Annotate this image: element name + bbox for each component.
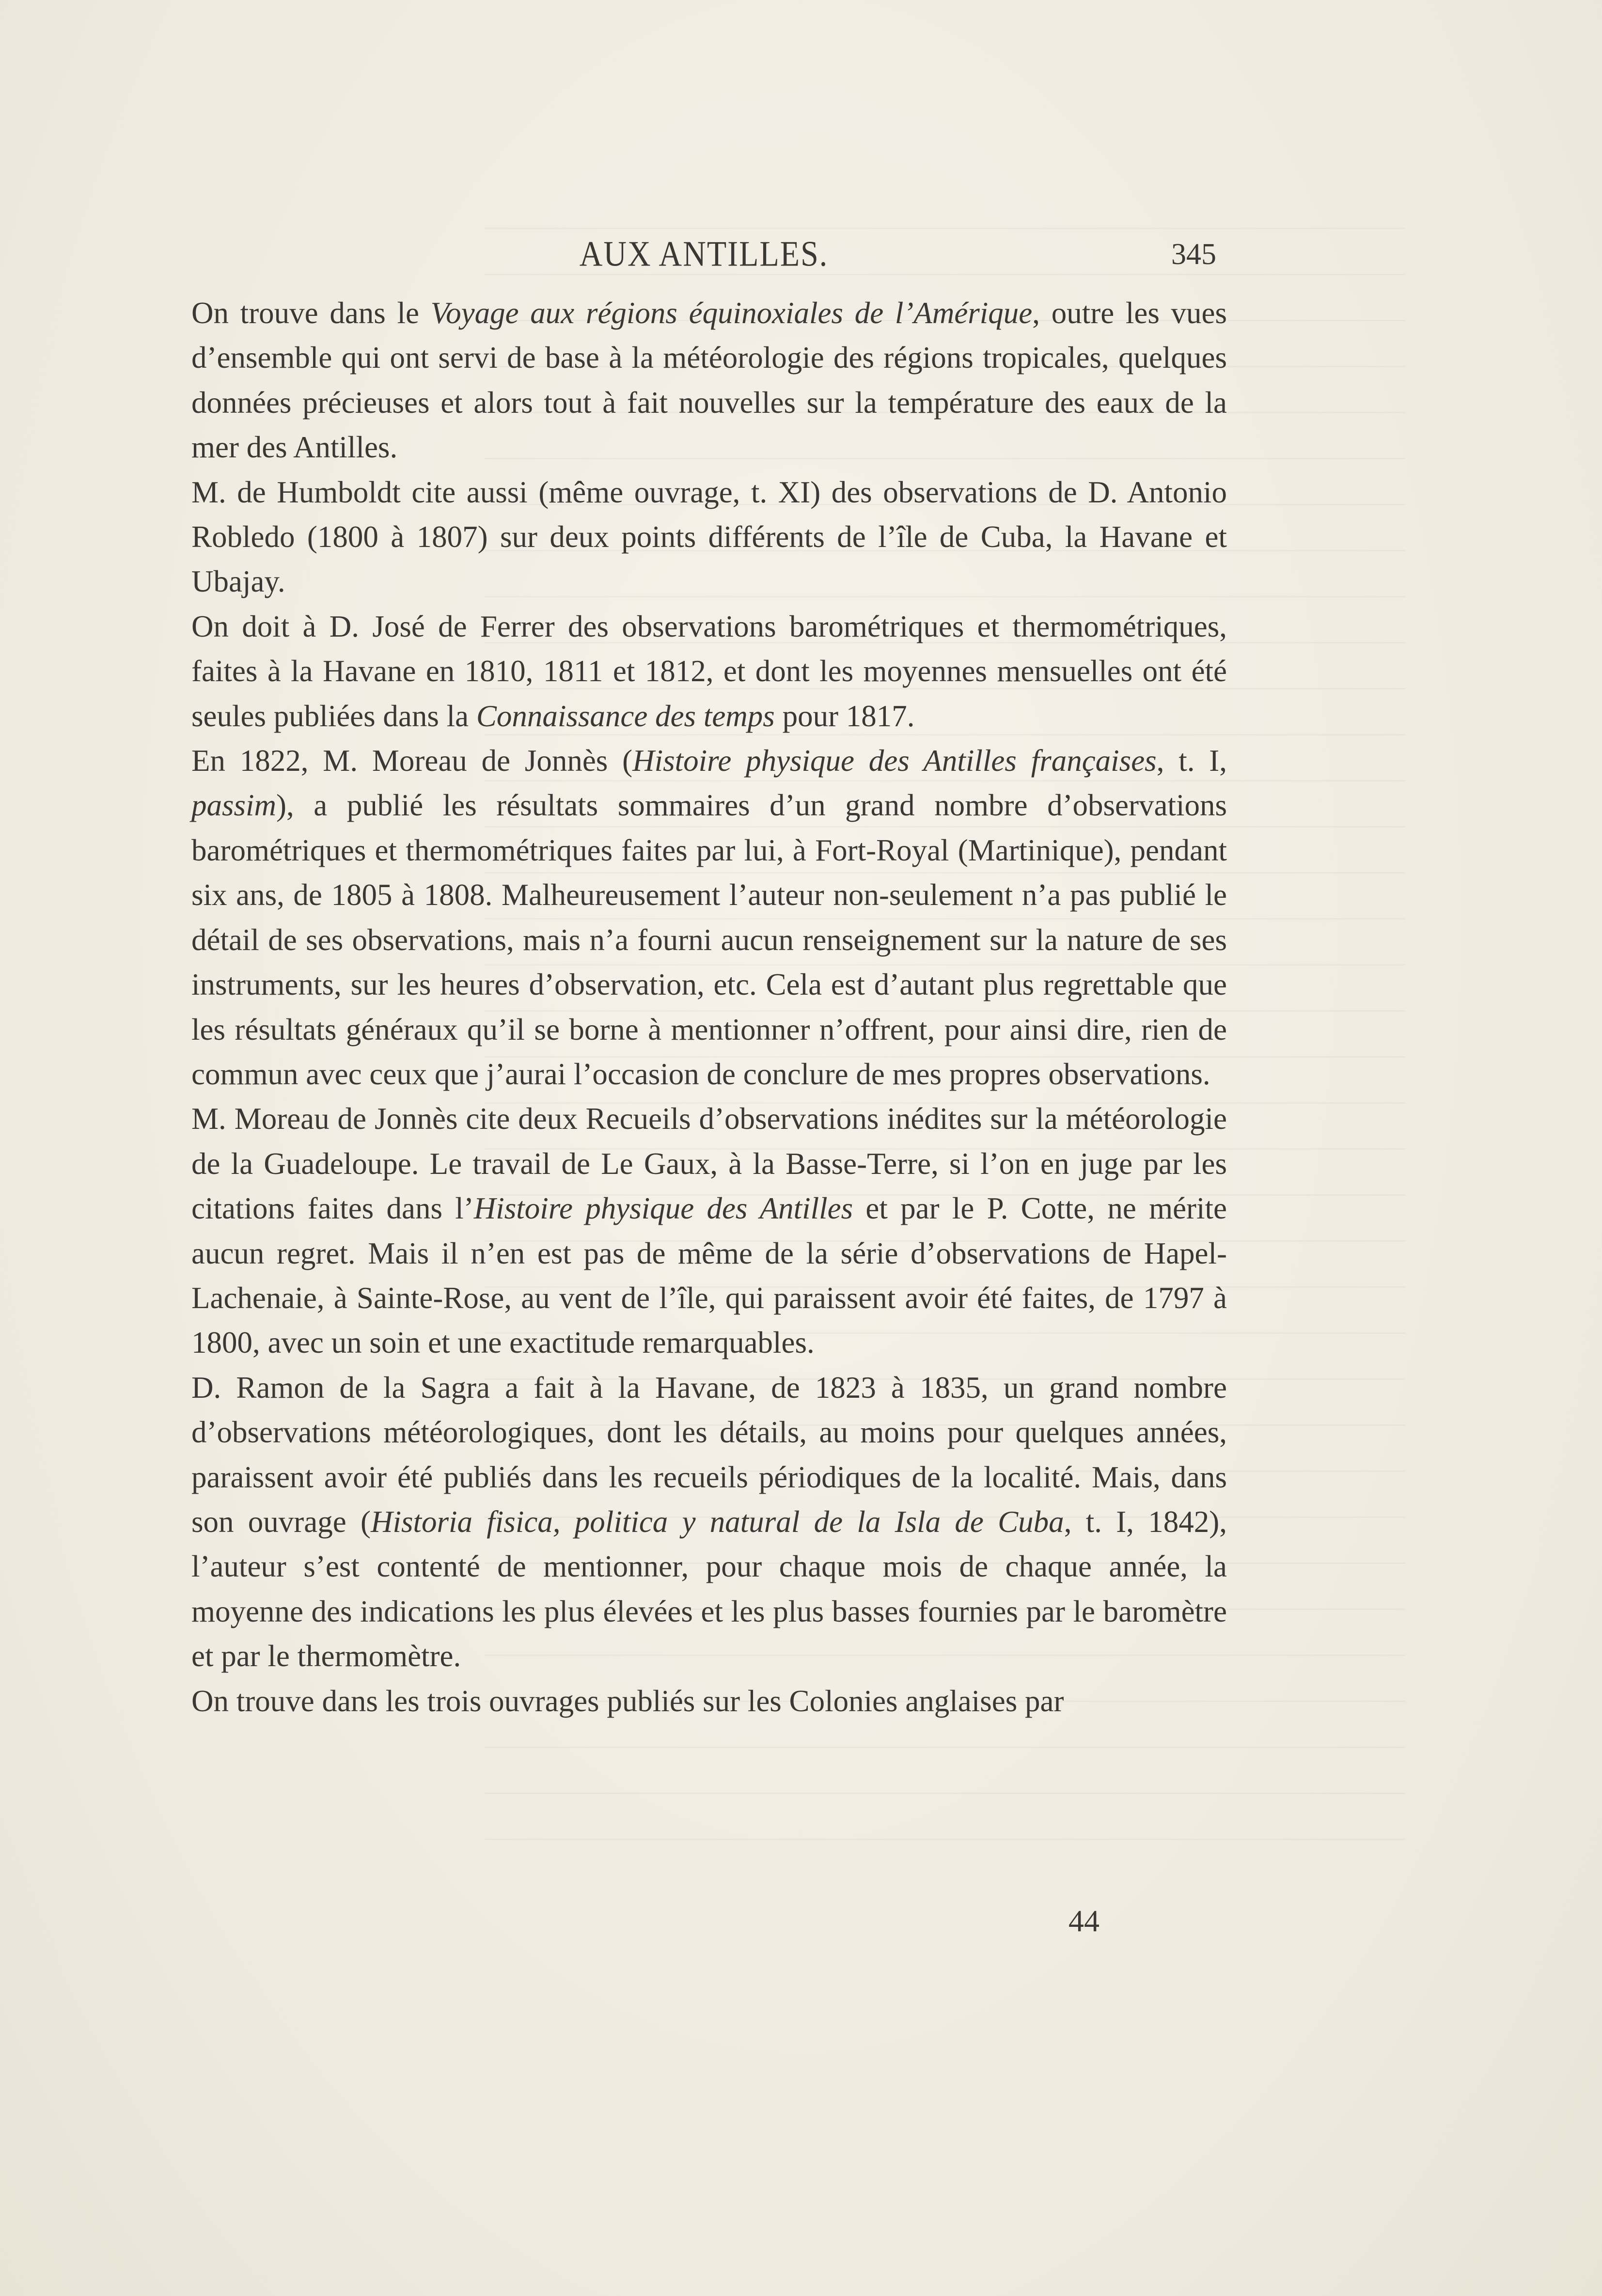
running-title: AUX ANTILLES. xyxy=(579,234,829,274)
paragraph-text: M. Moreau de Jonnès cite deux Recueils d’observations inédites sur la météorologie de la Guadeloupe. Le travail de Le Gaux, à la Basse-Terre, si l’on en juge par les citations faites dans l’ xyxy=(191,1102,1227,1226)
paragraph-text: , t. I, xyxy=(1156,744,1227,778)
page-number: 345 xyxy=(1171,238,1216,271)
paragraph-text: pour 1817. xyxy=(774,699,915,733)
paragraph-text: M. de Humboldt cite aussi (même ouvrage, t. XI) des observations de D. Antonio Robledo (1800 à 1807) sur deux points différents de l’île de Cuba, la Havane et Ubajay. xyxy=(191,475,1227,599)
paragraph xyxy=(191,1365,1227,1679)
italic-title-text: passim xyxy=(191,788,277,823)
paragraph xyxy=(191,470,1227,604)
italic-title-text: Historia fisica, politica y natural de la Isla de Cuba xyxy=(370,1504,1064,1539)
italic-title-text: Voyage aux régions équinoxiales de l’Amérique xyxy=(430,296,1033,330)
paragraph-text: ), a publié les résultats sommaires d’un grand nombre d’observations barométriques et thermométriques faites par lui, à Fort-Royal (Martinique), pendant six ans, de 1805 à 1808. Malheureusement l’auteur non-seulement n’a pas publié le détail de ses observations, mais n’a fourni aucun renseignement sur la nature de ses instruments, sur les heures d’observation, etc. Cela est d’autant plus regrettable que les résultats généraux qu’il se borne à mentionner n’offrent, pour ainsi dire, rien de commun avec ceux que j’aurai l’occasion de conclure de mes propres observations. xyxy=(191,788,1227,1091)
paragraph-text: On trouve dans le xyxy=(191,296,431,330)
paragraph-text: En 1822, M. Moreau de Jonnès ( xyxy=(191,744,633,778)
paragraph xyxy=(191,738,1227,1096)
paragraph xyxy=(191,1679,1227,1723)
paragraph xyxy=(191,1096,1227,1365)
paragraph-text: , outre les vues d’ensemble qui ont servi de base à la météorologie des régions tropicales, quelques données précieuses et alors tout à fait nouvelles sur la température des eaux de la mer des Antilles. xyxy=(191,296,1227,465)
italic-title-text: Connaissance des temps xyxy=(476,699,775,733)
paragraph-text: D. Ramon de la Sagra a fait à la Havane, de 1823 à 1835, un grand nombre d’observations météorologiques, dont les détails, au moins pour quelques années, paraissent avoir été publiés dans les recueils périodiques de la localité. Mais, dans son ouvrage ( xyxy=(191,1370,1227,1539)
paragraph-text: et par le P. Cotte, ne mérite aucun regret. Mais il n’en est pas de même de la série d’observations de Hapel-Lachenaie, à Sainte-Rose, au vent de l’île, qui paraissent avoir été faites, de 1797 à 1800, avec un soin et une exactitude remarquables. xyxy=(191,1191,1227,1360)
italic-title-text: Histoire physique des Antilles xyxy=(473,1191,853,1226)
paragraph-text: On doit à D. José de Ferrer des observations barométriques et thermométriques, faites à la Havane en 1810, 1811 et 1812, et dont les moyennes mensuelles ont été seules publiées dans la xyxy=(191,609,1227,733)
paragraph-text: On trouve dans les trois ouvrages publiés sur les Colonies anglaises par xyxy=(191,1684,1064,1718)
paragraph xyxy=(191,291,1227,470)
body-text xyxy=(191,291,1227,1723)
signature-mark: 44 xyxy=(1068,1904,1099,1938)
paragraph xyxy=(191,604,1227,738)
page-header xyxy=(191,233,1216,276)
paragraph-text: , t. I, 1842), l’auteur s’est contenté de mentionner, pour chaque mois de chaque année, la moyenne des indications les plus élevées et les plus basses fournies par le baromètre et par le thermomètre. xyxy=(191,1504,1227,1673)
italic-title-text: Histoire physique des Antilles françaises xyxy=(632,744,1157,778)
